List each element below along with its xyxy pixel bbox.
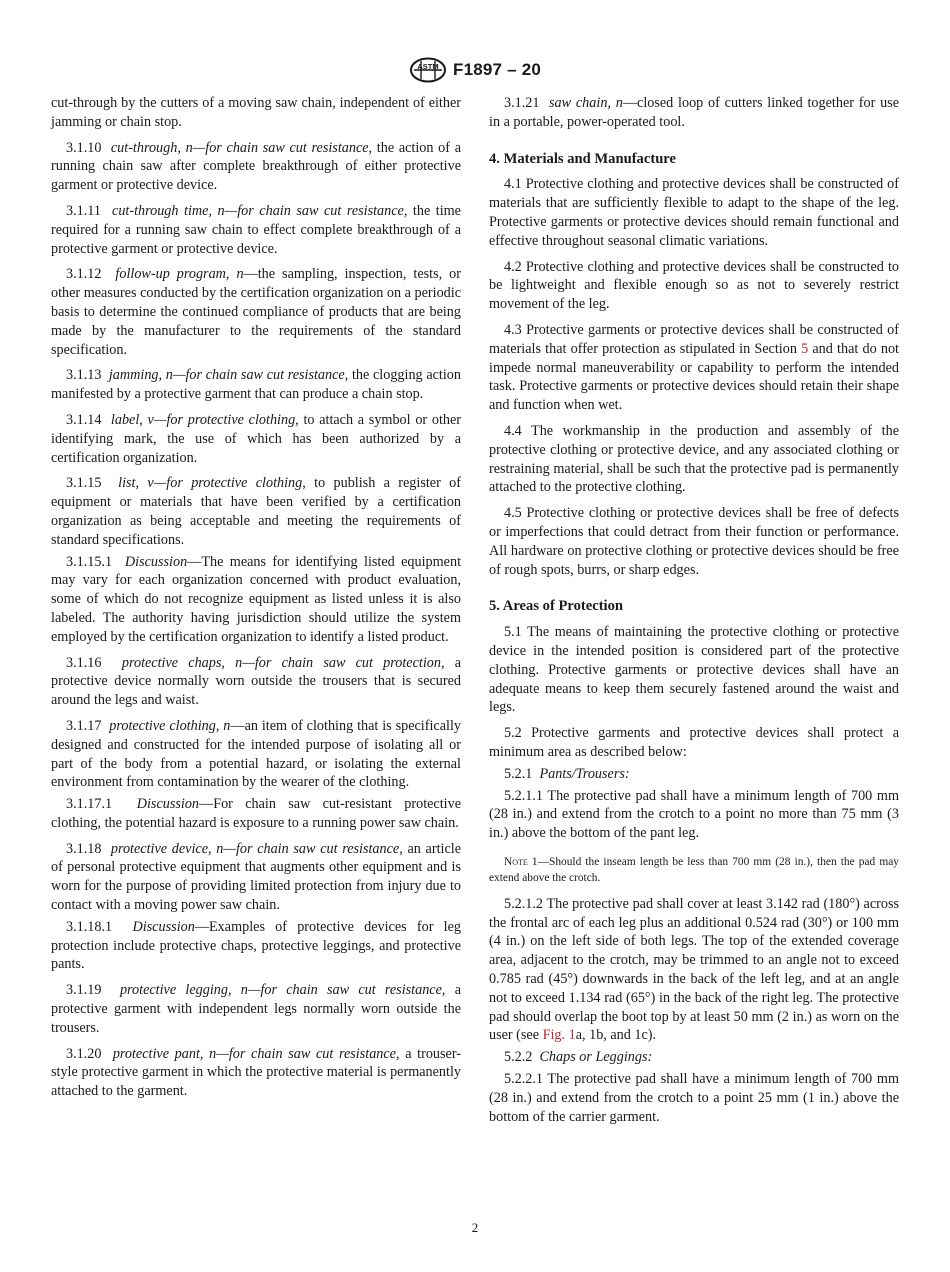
paragraph-5-2-1-2: 5.2.1.2 The protective pad shall cover at least 3.142 rad (180°) across the frontal arc of each leg plus an additional 0.524 rad (30°) or 100 mm (4 in.) on the left side of both legs. The top of the extended coverage area, adjacent to the crotch, may be trimmed to an angle not to exceed 0.785 rad (45°) downwards in the back of the left leg, and at an angle not to exceed 1.134 rad (65°) in the back of the right leg. The protective pad should overlap the boot top by at least 50 mm (2 in.) as worn on the user (see Fig. 1a, 1b, and 1c). xyxy=(489,895,899,1044)
definition-3-1-16: 3.1.16 protective chaps, n—for chain saw cut protection, a protective device normally worn outside the trousers that is secured around the legs and waist. xyxy=(51,654,462,709)
definition-3-1-15: 3.1.15 list, v—for protective clothing, to publish a register of equipment or materials that have been verified by a certification organization as being acceptable and meeting the requirements of standard specifications. xyxy=(51,475,461,548)
paragraph-4-1: 4.1 Protective clothing and protective devices shall be constructed of materials that are sufficiently flexible to adapt to the shape of the leg. Protective garments or protective devices should remain functional and effective throughout seasonal climatic variations. xyxy=(489,176,899,249)
paragraph-5-2-2-1: 5.2.2.1 The protective pad shall have a minimum length of 700 mm (28 in.) and extend from the crotch to a point 25 mm (1 in.) above the bottom of the carrier garment. xyxy=(489,1071,899,1125)
definition-3-1-14: 3.1.14 label, v—for protective clothing, to attach a symbol or other identifying mark, the use of which has been authorized by a certification organization. xyxy=(51,411,462,466)
document-id: F1897 – 20 xyxy=(452,60,541,79)
definition-3-1-12: 3.1.12 follow-up program, n—the sampling, inspection, tests, or other measures conducted by the certification organization on a periodic basis to determine the continued compliance of products that are being made by the manufacturer to the requirements of the standard specification. xyxy=(51,266,461,358)
right-column xyxy=(489,94,899,1133)
left-column xyxy=(51,94,461,1108)
paragraph-5-1: 5.1 The means of maintaining the protective clothing or protective device in the intended position is considered part of the protective clothing. Protective garments or protective devices shall have an adequate means to keep them securely fastened around the waist and legs. xyxy=(489,624,899,716)
astm-logo-icon xyxy=(409,57,447,83)
definition-3-1-18: 3.1.18 protective device, n—for chain saw cut resistance, an article of personal protective equipment that augments other equipment and is worn for the purpose of providing limited protection from injury due to contact with a moving power saw chain. xyxy=(51,840,461,914)
paragraph-4-3: 4.3 Protective garments or protective devices shall be constructed of materials that offer protection as stipulated in Section 5 and that do not impede normal maneuverability or capability to perform the intended task. Protective garments or protective devices should retain their shape and function when wet. xyxy=(489,321,899,414)
paragraph-5-2: 5.2 Protective garments and protective devices shall protect a minimum area as described below: xyxy=(489,725,899,760)
paragraph-4-4: 4.4 The workmanship in the production and assembly of the protective clothing or protective device, and any associated clothing or restraining material, shall be such that the protective pad is permanently attached to the protective clothing. xyxy=(489,422,899,496)
definition-3-1-11: 3.1.11 cut-through time, n—for chain saw cut resistance, the time required for a running saw chain to effect complete breakthrough of a protective garment or protective device. xyxy=(51,202,461,257)
discussion-3-1-18-1: 3.1.18.1 Discussion—Examples of protective devices for leg protection include protective chaps, protective leggings, and protective pants. xyxy=(51,918,462,973)
discussion-3-1-17-1: 3.1.17.1 Discussion—For chain saw cut-resistant protective clothing, the potential hazard is exposure to a running power saw chain. xyxy=(51,796,461,831)
definition-3-1-19: 3.1.19 protective legging, n—for chain saw cut resistance, a protective garment with independent legs normally worn outside the trousers. xyxy=(51,982,461,1036)
definition-3-1-20: 3.1.20 protective pant, n—for chain saw cut resistance, a trouser-style protective garment in which the protective material is permanently attached to the garment. xyxy=(51,1045,461,1100)
paragraph-4-5: 4.5 Protective clothing or protective devices shall be free of defects or imperfections that could detract from their function or performance. All hardware on protective clothing or protective devices should be free of rough spots, burrs, or sharp edges. xyxy=(489,505,899,578)
paragraph-5-2-1-1: 5.2.1.1 The protective pad shall have a minimum length of 700 mm (28 in.) and extend from the crotch to a point no more than 75 mm (3 in.) above the bottom of the pant leg. xyxy=(489,787,899,842)
page-number: 2 xyxy=(471,1220,479,1235)
section-heading-5: 5. Areas of Protection xyxy=(489,598,624,615)
discussion-3-1-15-1: 3.1.15.1 Discussion—The means for identifying listed equipment may vary for each organization concerned with product evaluation, some of which do not recognize equipment as listed unless it is also labeled. The authority having jurisdiction should utilize the system employed by the certification organization to identify a listed product. xyxy=(51,553,462,645)
section-5-link[interactable]: 5 xyxy=(801,340,809,357)
note-1: Note 1—Should the inseam length be less than 700 mm (28 in.), then the pad may extend above the crotch. xyxy=(489,855,899,884)
section-heading-4: 4. Materials and Manufacture xyxy=(489,150,676,167)
paragraph-4-2: 4.2 Protective clothing and protective devices shall be constructed to be lightweight and flexible enough so as not to severely restrict movement of the leg. xyxy=(489,258,899,313)
definition-3-1-13: 3.1.13 jamming, n—for chain saw cut resistance, the clogging action manifested by a protective garment that can produce a chain stop. xyxy=(51,367,461,403)
definition-3-1-17: 3.1.17 protective clothing, n—an item of clothing that is specifically designed and constructed for the intended purpose of isolating all or part of the body from a potential hazard, or isolating the external environment from contamination by the wearer of the clothing. xyxy=(51,717,461,791)
paragraph-5-2-1: 5.2.1 Pants/Trousers: xyxy=(504,765,630,782)
paragraph-continuation: cut-through by the cutters of a moving saw chain, independent of either jamming or chain stop. xyxy=(51,95,461,130)
page-header xyxy=(0,57,950,83)
definition-3-1-10: 3.1.10 cut-through, n—for chain saw cut resistance, the action of a running chain saw after complete breakthrough of either protective garment or protective device. xyxy=(51,139,461,194)
figure-1-link[interactable]: Fig. 1 xyxy=(542,1027,576,1044)
paragraph-5-2-2: 5.2.2 Chaps or Leggings: xyxy=(504,1049,653,1066)
definition-3-1-21: 3.1.21 saw chain, n—closed loop of cutters linked together for use in a portable, power-operated tool. xyxy=(489,95,899,130)
svg-text:ASTM: ASTM xyxy=(417,62,439,71)
